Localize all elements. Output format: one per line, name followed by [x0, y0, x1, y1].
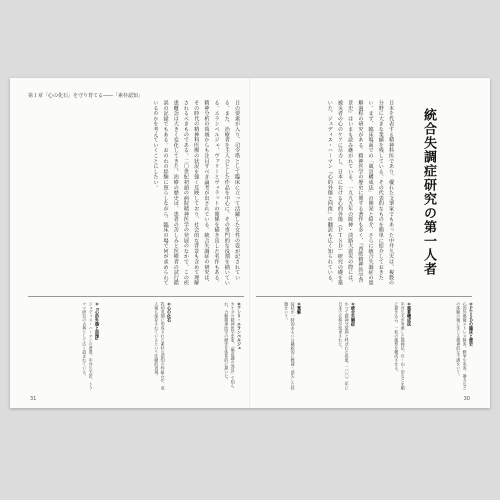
right-page-body: 日本を代表する精神科医であり、優れた文筆家でもあった中井久夫は、複数の分野に大きな業績を残している。その代表的なものを簡単に紹介しておきたい。まず、臨床場面での「風景構成法」の開発と紹介、さらに統合失調症の寛解過程の研究がある。精神医学の歴史に関する著作も多く、『西欧精神医学背景史』はいまも読み継がれている。一九九五年の阪神・淡路大震災の際には、被災者の心のケアに尽力し、日本における心的外傷（ＰＴＳＤ）研究の礎を築いた。ジュディス・ハーマン『心的外傷と回復』の翻訳も広く知られている。	[326, 100, 394, 286]
left-note-1	[180, 302, 242, 392]
page-gutter	[249, 78, 251, 408]
left-note-2	[110, 302, 172, 392]
left-note-3	[38, 302, 100, 392]
right-note-1	[418, 302, 474, 392]
right-note-4-text: 症状が一時的あるいは継続的に軽減・消失した状態をいう。	[284, 302, 296, 390]
section-title: 統合失調症研究の第一人者	[421, 108, 436, 276]
right-note-2-text: 中井久夫が考案した描画法。川・山・田などを順に描き込み、一枚の風景を構成させる。	[394, 302, 406, 390]
left-note-2-heading: ＊心の化石	[167, 302, 172, 322]
right-note-2	[360, 302, 412, 392]
right-note-1-text: 心的外傷後ストレス障害。戦争や災害、暴力などの体験の後に生じる精神的な不調をいう。	[456, 302, 468, 390]
right-note-3-heading: ＊統合失調症	[351, 302, 356, 326]
left-notes-divider	[28, 296, 244, 297]
left-note-2-text: 乳幼児期に形成された素朴な認知の枠組みが、成人後も保存されているという比喩的表現。	[154, 302, 166, 390]
left-page-number: 31	[30, 396, 37, 402]
left-note-1-heading: ＊アンリ・エランベルジェ	[237, 302, 242, 350]
running-head: 第１章「心の化石」を守り育てる――「素朴認知」	[28, 93, 144, 99]
right-note-1-heading: ＊ＰＴＳＤの臨床と歴史	[469, 302, 474, 346]
right-note-2-heading: ＊風景構成法	[407, 302, 412, 326]
left-note-3-text: ジュディス・ハーマンの著書。中井久夫訳。トラウマ研究の古典として広く読まれている。	[82, 302, 94, 390]
right-notes-divider	[256, 296, 472, 297]
right-note-4-heading: ＊寛解	[297, 302, 302, 314]
book-spread	[10, 78, 490, 408]
right-page-number: 30	[463, 396, 470, 402]
left-note-1-text: カナダの精神医学史家。『無意識の発見』で知られ、力動精神医学の歴史を体系的に描いた。	[224, 302, 236, 388]
left-note-3-heading: ＊『心的外傷と回復』	[95, 302, 100, 342]
right-note-4	[260, 302, 302, 392]
left-page-body: 日の要素が入り、司令塔として臨床に立って活躍した女性の姿が記されている。また、治療者を主人公とした作品を中心に、その専門的な役割を描いている。エランベルジェ、ヴァリーとヴィラットの関係を描き出した名作もある。精神分析の領域からも注目すべき論考が出されている。統合失調症の研究は、その時代の精神科医療の状況を強く反映しており、社会的な背景も含めて理解されるべきものである。二〇世紀初頭の病院精神医学の発展のなかで、この疾患概念は大きく変化してきた。治療の歴史は、患者の苦しみと医療者の試行錯誤の記録でもある。おのれの経験に照らしながら、臨床の場で何が求められているのかを考えていくことにしたい。	[152, 100, 240, 286]
right-note-3-text: かつて精神分裂病と呼ばれた疾患。二〇〇二年に日本で名称が変更された。	[338, 302, 350, 390]
right-note-3	[306, 302, 356, 392]
